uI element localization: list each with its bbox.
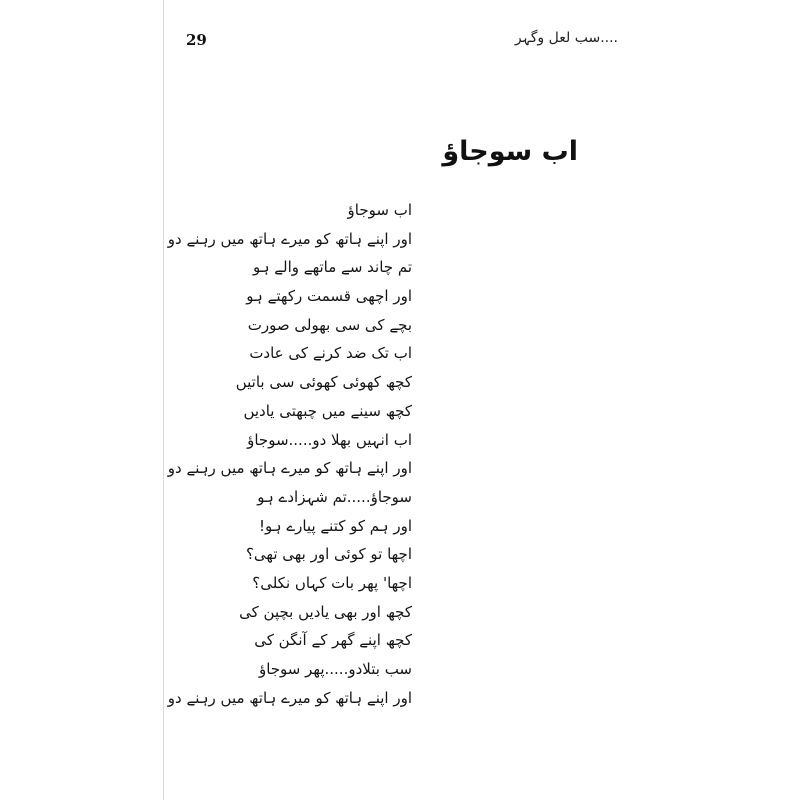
poem-line: تم چاند سے ماتھے والے ہو bbox=[252, 258, 412, 277]
poem-line: کچھ اور بھی یادیں بچپن کی bbox=[239, 602, 412, 621]
running-head: ....سب لعل وگہر bbox=[514, 30, 618, 46]
poem-line: اب سوجاؤ bbox=[347, 201, 412, 219]
poem-line: کچھ کھوئی کھوئی سی باتیں bbox=[235, 373, 412, 392]
poem-line: اچھا' پھر بات کہاں نکلی؟ bbox=[252, 573, 412, 592]
poem-line: اب انہیں بھلا دو.....سوجاؤ bbox=[247, 430, 412, 449]
poem-title: اب سوجاؤ bbox=[442, 136, 578, 167]
page-number: 29 bbox=[186, 31, 207, 49]
poem-line: اور اپنے ہاتھ کو میرے ہاتھ میں رہنے دو bbox=[167, 459, 412, 478]
poem-line: اور ہم کو کتنے پیارے ہو! bbox=[259, 516, 412, 535]
poem-line: کچھ اپنے گھر کے آنگن کی bbox=[254, 631, 412, 650]
poem-line: اچھا تو کوئی اور بھی تھی؟ bbox=[245, 545, 412, 564]
poem-line: سوجاؤ.....تم شہزادے ہو bbox=[257, 487, 412, 506]
poem-line: اور اچھی قسمت رکھتے ہو bbox=[246, 287, 412, 306]
poem-line: اور اپنے ہاتھ کو میرے ہاتھ میں رہنے دو bbox=[167, 688, 412, 707]
poem-body bbox=[112, 196, 412, 712]
poem-line: کچھ سینے میں چبھتی یادیں bbox=[243, 401, 412, 420]
poem-line: اور اپنے ہاتھ کو میرے ہاتھ میں رہنے دو bbox=[167, 229, 412, 248]
poem-line: اب تک ضد کرنے کی عادت bbox=[249, 344, 412, 363]
poem-line: بچے کی سی بھولی صورت bbox=[247, 315, 412, 334]
poem-line: سب بتلادو.....پھر سوجاؤ bbox=[258, 660, 412, 678]
